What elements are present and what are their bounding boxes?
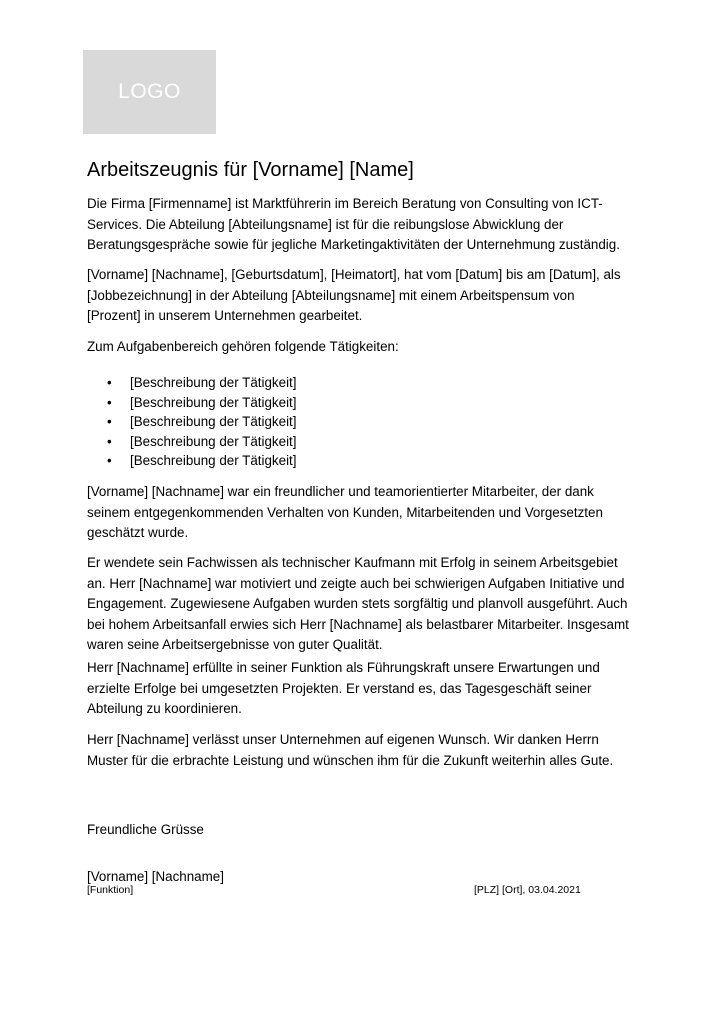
text-line: Muster für die erbrachte Leistung und wünschen ihm für die Zukunft weiterhin alles Gute. bbox=[87, 752, 614, 768]
text-line: Beratungsgespräche sowie für jegliche Marketingaktivitäten der Unternehmung zuständig. bbox=[87, 237, 620, 252]
text-line: Zum Aufgabenbereich gehören folgende Tätigkeiten: bbox=[87, 339, 399, 354]
bullet-icon: • bbox=[107, 394, 112, 410]
text-line: geschätzt wurde. bbox=[87, 525, 189, 540]
text-line: [Vorname] [Nachname] war ein freundlicher und teamorientierter Mitarbeiter, der dank bbox=[87, 484, 594, 499]
task-list-item bbox=[87, 451, 297, 471]
task-list bbox=[87, 373, 297, 471]
task-list-item bbox=[87, 373, 297, 393]
task-list-item bbox=[87, 412, 297, 432]
task-description: [Beschreibung der Tätigkeit] bbox=[130, 433, 297, 449]
bullet-icon: • bbox=[107, 453, 112, 468]
paragraph-tasks-intro bbox=[87, 337, 647, 358]
logo-placeholder bbox=[83, 50, 216, 134]
text-line: Herr [Nachname] verlässt unser Unternehmen auf eigenen Wunsch. Wir danken Herrn bbox=[87, 732, 599, 747]
logo-text: LOGO bbox=[118, 80, 181, 103]
task-list-item bbox=[87, 432, 297, 452]
document-title: Arbeitszeugnis für [Vorname] [Name] bbox=[87, 159, 414, 181]
signature-function: [Funktion] bbox=[87, 884, 134, 896]
text-line: bei hohem Arbeitsanfall erwies sich Herr [Nachname] als belastbarer Mitarbeiter. Insgesamt bbox=[87, 616, 629, 632]
text-line: [Prozent] in unserem Unternehmen gearbeitet. bbox=[87, 308, 363, 323]
task-description: [Beschreibung der Tätigkeit] bbox=[130, 453, 297, 468]
text-line: [Vorname] [Nachname], [Geburtsdatum], [Heimatort], hat vom [Datum] bis am [Datum], als bbox=[87, 267, 621, 282]
paragraph-leadership bbox=[87, 658, 647, 720]
paragraph-employment bbox=[87, 265, 647, 327]
text-line: Engagement. Zugewiesene Aufgaben wurden stets sorgfältig und planvoll ausgeführt. Auch bbox=[87, 596, 628, 611]
text-line: Er wendete sein Fachwissen als technischer Kaufmann mit Erfolg in seinem Arbeitsgebiet bbox=[87, 555, 618, 570]
paragraph-farewell bbox=[87, 730, 647, 771]
text-line: waren seine Arbeitsergebnisse von guter Qualität. bbox=[87, 637, 383, 652]
task-description: [Beschreibung der Tätigkeit] bbox=[130, 394, 297, 410]
text-line: Die Firma [Firmenname] ist Marktführerin im Bereich Beratung von Consulting von ICT- bbox=[87, 196, 603, 211]
bullet-icon: • bbox=[107, 414, 112, 429]
text-line: seinem entgegenkommenden Verhalten von Kunden, Mitarbeitenden und Vorgesetzten bbox=[87, 504, 603, 520]
text-line: Services. Die Abteilung [Abteilungsname] ist für die reibungslose Abwicklung der bbox=[87, 216, 564, 232]
paragraph-performance bbox=[87, 553, 647, 656]
task-description: [Beschreibung der Tätigkeit] bbox=[130, 414, 297, 429]
task-description: [Beschreibung der Tätigkeit] bbox=[130, 375, 297, 390]
signature-name: [Vorname] [Nachname] bbox=[87, 869, 224, 884]
text-line: an. Herr [Nachname] war motiviert und zeigte auch bei schwierigen Aufgaben Initiative und bbox=[87, 575, 625, 591]
closing-greeting: Freundliche Grüsse bbox=[87, 822, 204, 837]
paragraph-company-intro bbox=[87, 194, 647, 256]
text-line: Abteilung zu koordinieren. bbox=[87, 701, 242, 716]
bullet-icon: • bbox=[107, 375, 112, 390]
place-and-date: [PLZ] [Ort], 03.04.2021 bbox=[474, 884, 581, 896]
text-line: Herr [Nachname] erfüllte in seiner Funktion als Führungskraft unsere Erwartungen und bbox=[87, 660, 600, 675]
bullet-icon: • bbox=[107, 433, 112, 449]
text-line: [Jobbezeichnung] in der Abteilung [Abteilungsname] mit einem Arbeitspensum von bbox=[87, 287, 575, 303]
paragraph-behavior bbox=[87, 482, 647, 544]
task-list-item bbox=[87, 393, 297, 413]
text-line: erzielte Erfolge bei umgesetzten Projekten. Er verstand es, das Tagesgeschäft seiner bbox=[87, 680, 592, 696]
